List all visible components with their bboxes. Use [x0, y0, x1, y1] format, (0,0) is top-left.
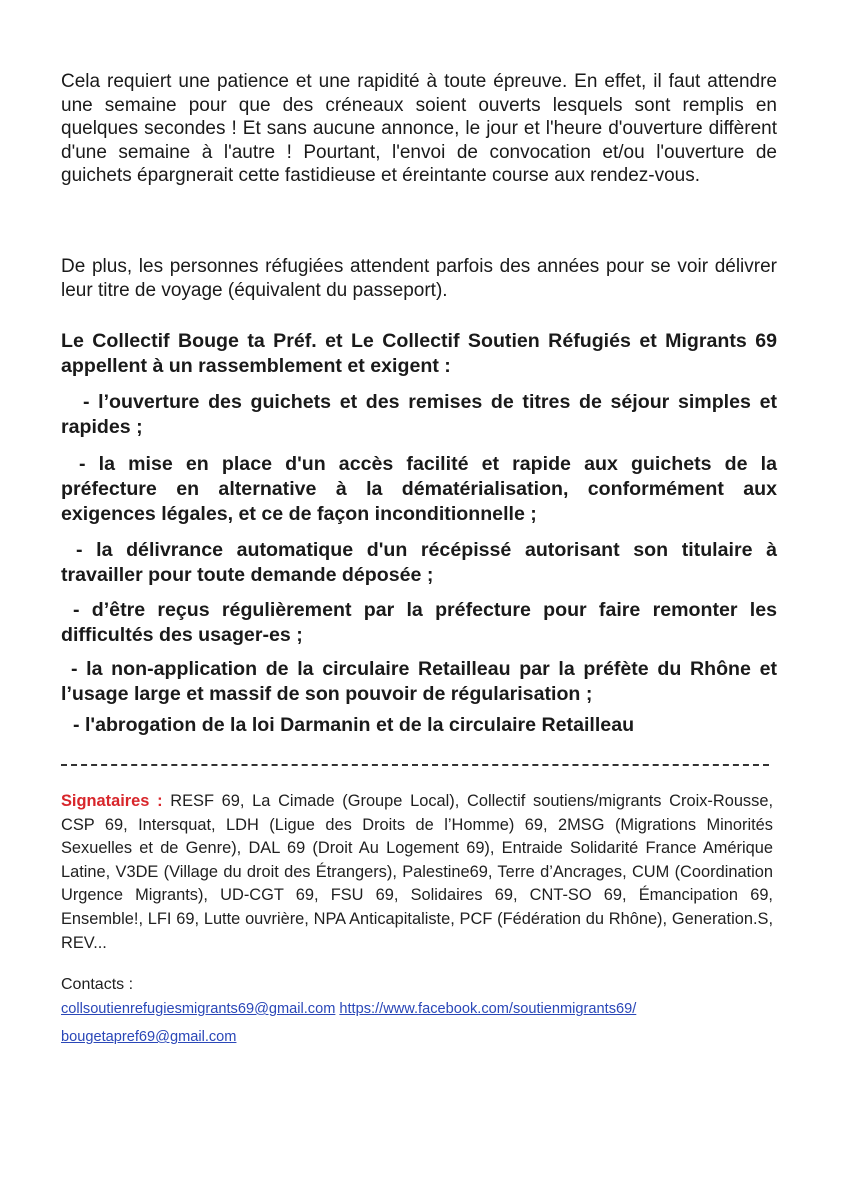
- demand-item: - d’être reçus régulièrement par la préfecture pour faire remonter les difficultés des usager-es ;: [61, 599, 777, 646]
- demand-item: - l'abrogation de la loi Darmanin et de la circulaire Retailleau: [73, 714, 635, 736]
- signatories-label: Signataires :: [61, 792, 163, 810]
- demand-item: - la non-application de la circulaire Retailleau par la préfète du Rhône et l’usage large et massif de son pouvoir de régularisation ;: [61, 658, 777, 705]
- contact-email-link-2[interactable]: bougetapref69@gmail.com: [61, 1029, 237, 1045]
- call-to-action-intro: Le Collectif Bouge ta Préf. et Le Collectif Soutien Réfugiés et Migrants 69 appellent à un rassemblement et exigent :: [61, 330, 777, 377]
- dashed-separator: [61, 764, 769, 766]
- contact-facebook-link[interactable]: https://www.facebook.com/soutienmigrants69/: [339, 1001, 637, 1017]
- signatories-block: [61, 790, 773, 955]
- contact-email-link[interactable]: collsoutienrefugiesmigrants69@gmail.com: [61, 1001, 336, 1017]
- contacts-label: Contacts :: [61, 976, 134, 993]
- contact-links-row: [61, 1028, 236, 1046]
- demand-item: - la mise en place d'un accès facilité et rapide aux guichets de la préfecture en alternative à la dématérialisation, conformément aux exigences légales, et ce de façon inconditionnelle ;: [61, 453, 777, 525]
- contact-links-row: [61, 1000, 636, 1018]
- demand-item: - la délivrance automatique d'un récépissé autorisant son titulaire à travailler pour toute demande déposée ;: [61, 539, 777, 586]
- demand-item: - l’ouverture des guichets et des remises de titres de séjour simples et rapides ;: [61, 391, 777, 438]
- signatories-list: RESF 69, La Cimade (Groupe Local), Collectif soutiens/migrants Croix-Rousse, CSP 69, Intersquat, LDH (Ligue des Droits de l’Homme) 69, 2MSG (Migrations Minorités Sexuelles et de Genre), DAL 69 (Droit Au Logement 69), Entraide Solidarité France Amérique Latine, V3DE (Village du droit des Étrangers), Palestine69, Terre d’Ancrages, CUM (Coordination Urgence Migrants), UD-CGT 69, FSU 69, Solidaires 69, CNT-SO 69, Émancipation 69, Ensemble!, LFI 69, Lutte ouvrière, NPA Anticapitaliste, PCF (Fédération du Rhône), Generation.S, REV...: [61, 792, 773, 952]
- paragraph-travel-document: De plus, les personnes réfugiées attendent parfois des années pour se voir délivrer leur titre de voyage (équivalent du passeport).: [61, 256, 777, 301]
- paragraph-appointments: Cela requiert une patience et une rapidité à toute épreuve. En effet, il faut attendre une semaine pour que des créneaux soient ouverts lesquels sont remplis en quelques secondes ! Et sans aucune annonce, le jour et l'heure d'ouverture diffèrent d'une semaine à l'autre ! Pourtant, l'envoi de convocation et/ou l'ouverture de guichets épargnerait cette fastidieuse et éreintante course aux rendez-vous.: [61, 71, 777, 186]
